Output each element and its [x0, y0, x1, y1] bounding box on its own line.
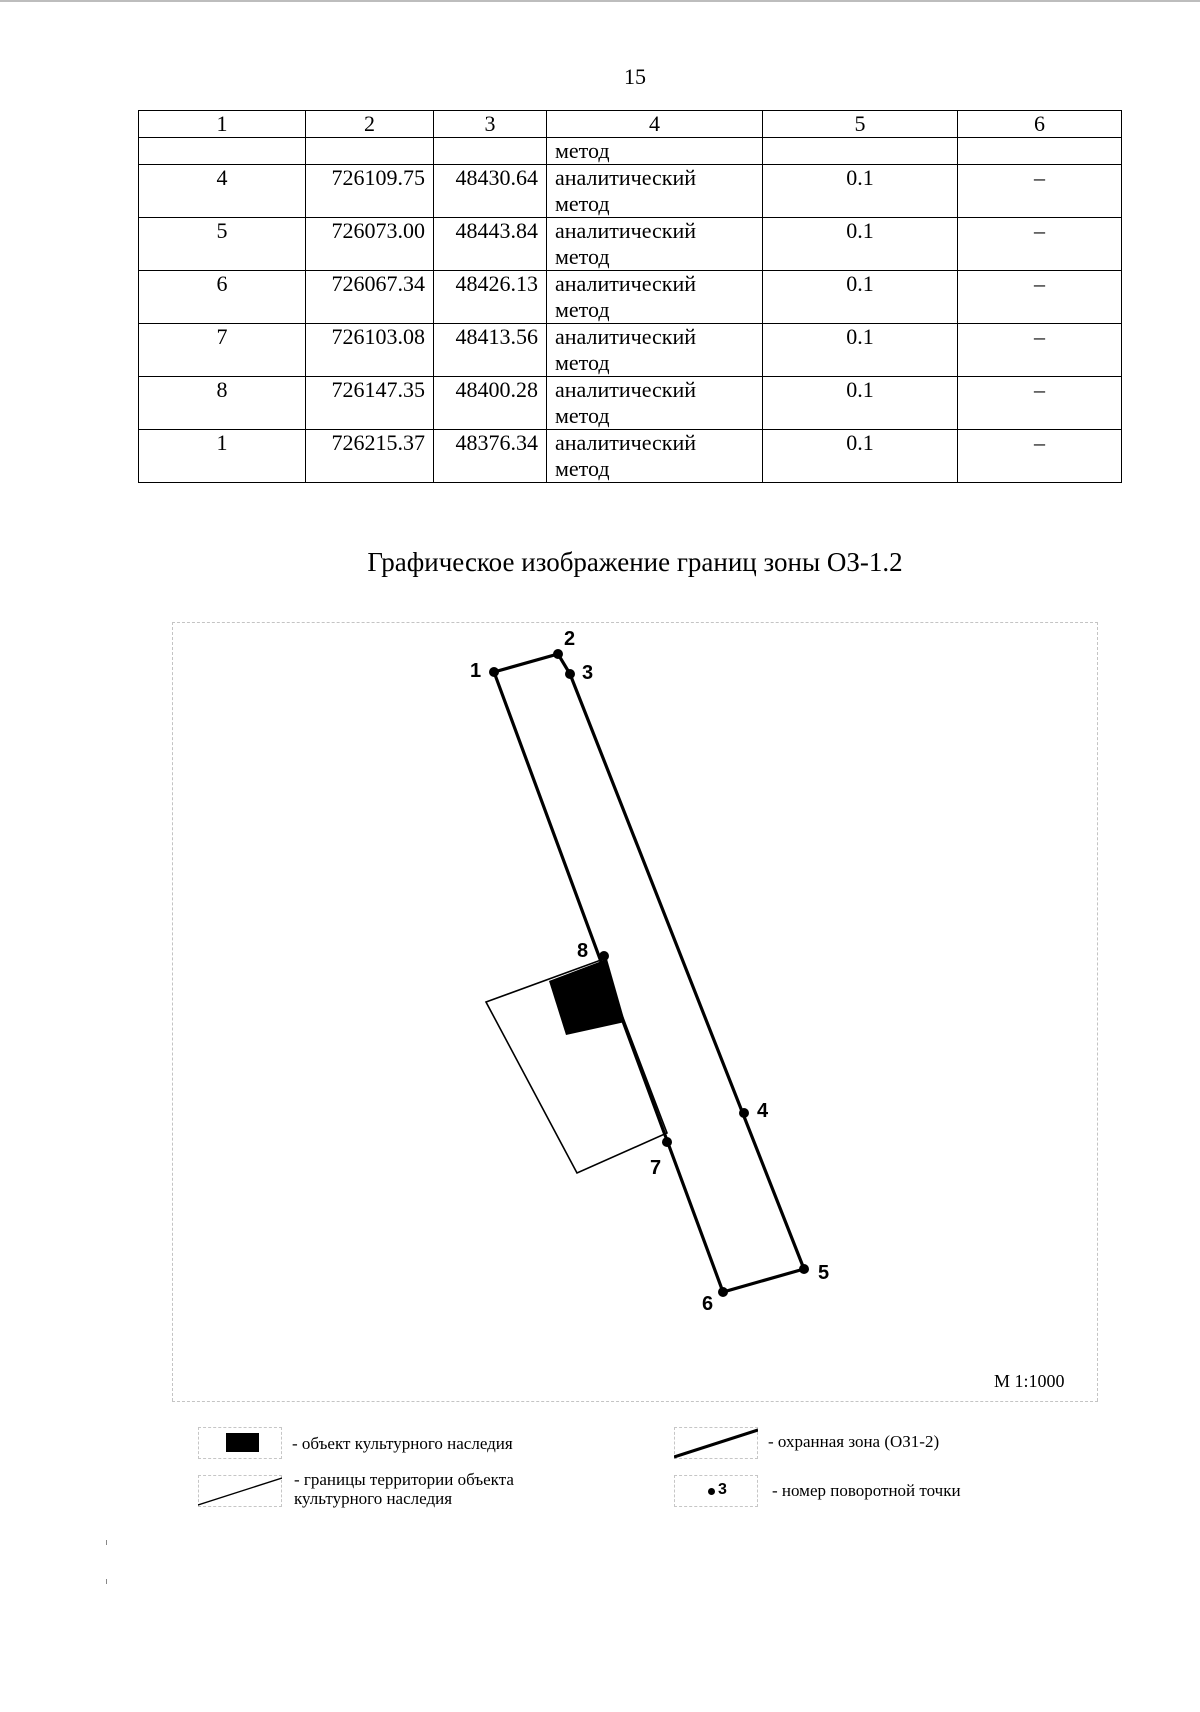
- x-cell: 726073.00: [306, 218, 434, 271]
- point-label-4: 4: [757, 1100, 769, 1122]
- turning-point-1: [489, 667, 499, 677]
- point-cell: 5: [139, 218, 306, 271]
- header-cell: 5: [763, 111, 958, 138]
- x-cell: 726215.37: [306, 430, 434, 483]
- y-cell: 48426.13: [434, 271, 547, 324]
- turning-point-4: [739, 1108, 749, 1118]
- turning-point-8: [599, 951, 609, 961]
- legend-territory-line2: культурного наследия: [294, 1489, 453, 1508]
- accuracy-cell: 0.1: [763, 377, 958, 430]
- y-cell: 48413.56: [434, 324, 547, 377]
- turning-point-7: [662, 1137, 672, 1147]
- legend-heritage-object: - объект культурного наследия: [292, 1434, 513, 1453]
- scan-margin-mark: [106, 1540, 107, 1545]
- note-cell: –: [958, 430, 1122, 483]
- y-cell: 48443.84: [434, 218, 547, 271]
- header-cell: 3: [434, 111, 547, 138]
- method-cell: метод: [547, 138, 763, 165]
- legend-protection-zone: - охранная зона (ОЗ1-2): [768, 1432, 940, 1451]
- point-label-7: 7: [650, 1157, 662, 1179]
- turning-point-number-sample: 3: [718, 1481, 727, 1498]
- method-line: аналитический: [555, 165, 697, 190]
- section-title: Графическое изображение границ зоны ОЗ-1.2: [367, 547, 903, 577]
- point-label-1: 1: [470, 660, 482, 682]
- y-cell: 48430.64: [434, 165, 547, 218]
- note-cell: –: [958, 165, 1122, 218]
- point-label-2: 2: [564, 628, 576, 650]
- point-label-6: 6: [702, 1293, 714, 1315]
- turning-point-6: [718, 1287, 728, 1297]
- y-cell: 48400.28: [434, 377, 547, 430]
- legend-sample-territory: [198, 1475, 282, 1507]
- note-cell: –: [958, 377, 1122, 430]
- point-label-8: 8: [577, 940, 589, 962]
- point-cell: 1: [139, 430, 306, 483]
- legend-territory-line1: - границы территории объекта: [294, 1470, 514, 1489]
- legend-sample-protection-zone: [674, 1427, 758, 1459]
- method-line: аналитический: [555, 430, 697, 455]
- method-line: аналитический: [555, 271, 697, 296]
- method-line: метод: [555, 350, 610, 375]
- accuracy-cell: 0.1: [763, 324, 958, 377]
- turning-point-2: [553, 649, 563, 659]
- accuracy-cell: 0.1: [763, 430, 958, 483]
- header-cell: 1: [139, 111, 306, 138]
- turning-point-5: [799, 1264, 809, 1274]
- map-scale: М 1:1000: [994, 1371, 1065, 1391]
- note-cell: –: [958, 324, 1122, 377]
- turning-point-3: [565, 669, 575, 679]
- point-label-3: 3: [582, 662, 594, 684]
- scan-margin-mark: [106, 1579, 107, 1584]
- y-cell: 48376.34: [434, 430, 547, 483]
- legend-sample-heritage-object: [198, 1427, 282, 1459]
- method-line: метод: [555, 244, 610, 269]
- x-cell: 726147.35: [306, 377, 434, 430]
- point-cell: 6: [139, 271, 306, 324]
- method-line: метод: [555, 297, 610, 322]
- header-cell: 6: [958, 111, 1122, 138]
- x-cell: 726109.75: [306, 165, 434, 218]
- x-cell: 726103.08: [306, 324, 434, 377]
- method-line: аналитический: [555, 218, 697, 243]
- territory-line-sample: [198, 1475, 282, 1507]
- accuracy-cell: 0.1: [763, 218, 958, 271]
- point-cell: 7: [139, 324, 306, 377]
- point-cell: 8: [139, 377, 306, 430]
- method-line: метод: [555, 403, 610, 428]
- protection-zone-line-sample: [674, 1427, 758, 1459]
- legend-sample-turning-point: [674, 1475, 758, 1507]
- turning-point-dot-sample: [708, 1488, 715, 1495]
- point-label-5: 5: [818, 1262, 830, 1284]
- x-cell: 726067.34: [306, 271, 434, 324]
- legend-turning-point: - номер поворотной точки: [772, 1481, 961, 1500]
- protection-zone-boundary: [494, 654, 804, 1292]
- point-cell: 4: [139, 165, 306, 218]
- accuracy-cell: 0.1: [763, 271, 958, 324]
- header-cell: 2: [306, 111, 434, 138]
- page-number: 15: [624, 64, 646, 89]
- note-cell: –: [958, 271, 1122, 324]
- header-cell: 4: [547, 111, 763, 138]
- method-line: метод: [555, 191, 610, 216]
- note-cell: –: [958, 218, 1122, 271]
- accuracy-cell: 0.1: [763, 165, 958, 218]
- method-line: аналитический: [555, 377, 697, 402]
- heritage-object-swatch: [226, 1433, 259, 1452]
- method-line: метод: [555, 456, 610, 481]
- method-line: аналитический: [555, 324, 697, 349]
